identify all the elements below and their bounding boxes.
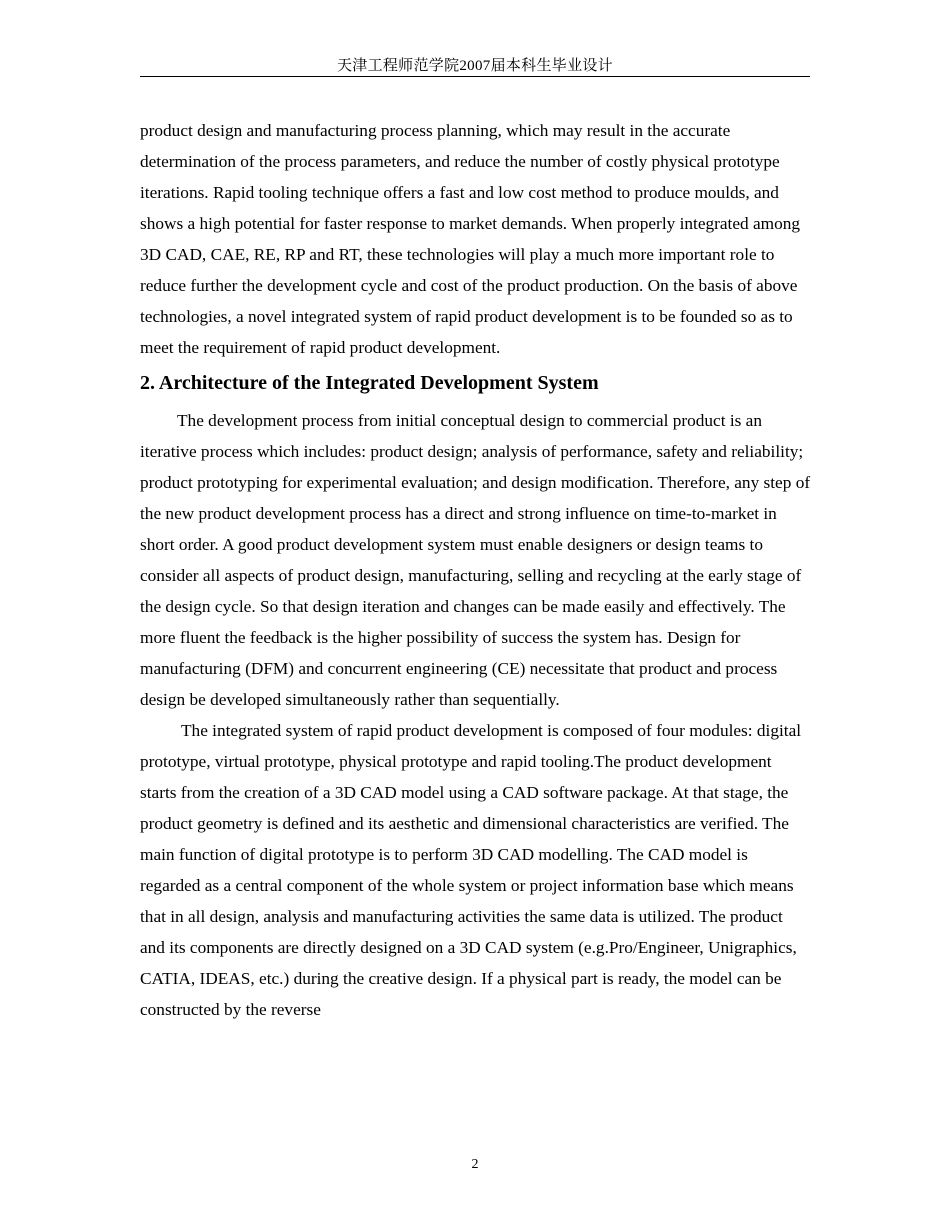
header-title: 天津工程师范学院2007届本科生毕业设计 [336,58,613,74]
body-paragraph-1: product design and manufacturing process planning, which may result in the accurate determination of the process parameters, and reduce the number of costly physical prototype iterations. Rapid tooling technique offers a fast and low cost method to produce moulds, and shows a high potential for faster response to market demands. When properly integrated among 3D CAD, CAE, RE, RP and RT, these technologies will play a much more important role to reduce further the development cycle and cost of the product production. On the basis of above technologies, a novel integrated system of rapid product development is to be founded so as to meet the requirement of rapid product development. [140,121,801,357]
body-paragraph-2: The development process from initial conceptual design to commercial product is an iterative process which includes: product design; analysis of performance, safety and reliability; product prototyping for experimental evaluation; and design modification. Therefore, any step of the new product development process has a direct and strong influence on time-to-market in short order. A good product development system must enable designers or design teams to consider all aspects of product design, manufacturing, selling and recycling at the early stage of the design cycle. So that design iteration and changes can be made easily and effectively. The more fluent the feedback is the higher possibility of success the system has. Design for manufacturing (DFM) and concurrent engineering (CE) necessitate that product and process design be developed simultaneously rather than sequentially. [140,411,811,709]
page-number: 2 [471,1157,479,1172]
section-heading: 2. Architecture of the Integrated Development System [140,372,599,394]
page-header [140,56,810,77]
page-body [140,115,812,1025]
body-paragraph-3: The integrated system of rapid product development is composed of four modules: digital prototype, virtual prototype, physical prototype and rapid tooling.The product development starts from the creation of a 3D CAD model using a CAD software package. At that stage, the product geometry is defined and its aesthetic and dimensional characteristics are verified. The main function of digital prototype is to perform 3D CAD modelling. The CAD model is regarded as a central component of the whole system or project information base which means that in all design, analysis and manufacturing activities the same data is utilized. The product and its components are directly designed on a 3D CAD system (e.g.Pro/Engineer, Unigraphics, CATIA, IDEAS, etc.) during the creative design. If a physical part is ready, the model can be constructed by the reverse [140,721,802,1019]
